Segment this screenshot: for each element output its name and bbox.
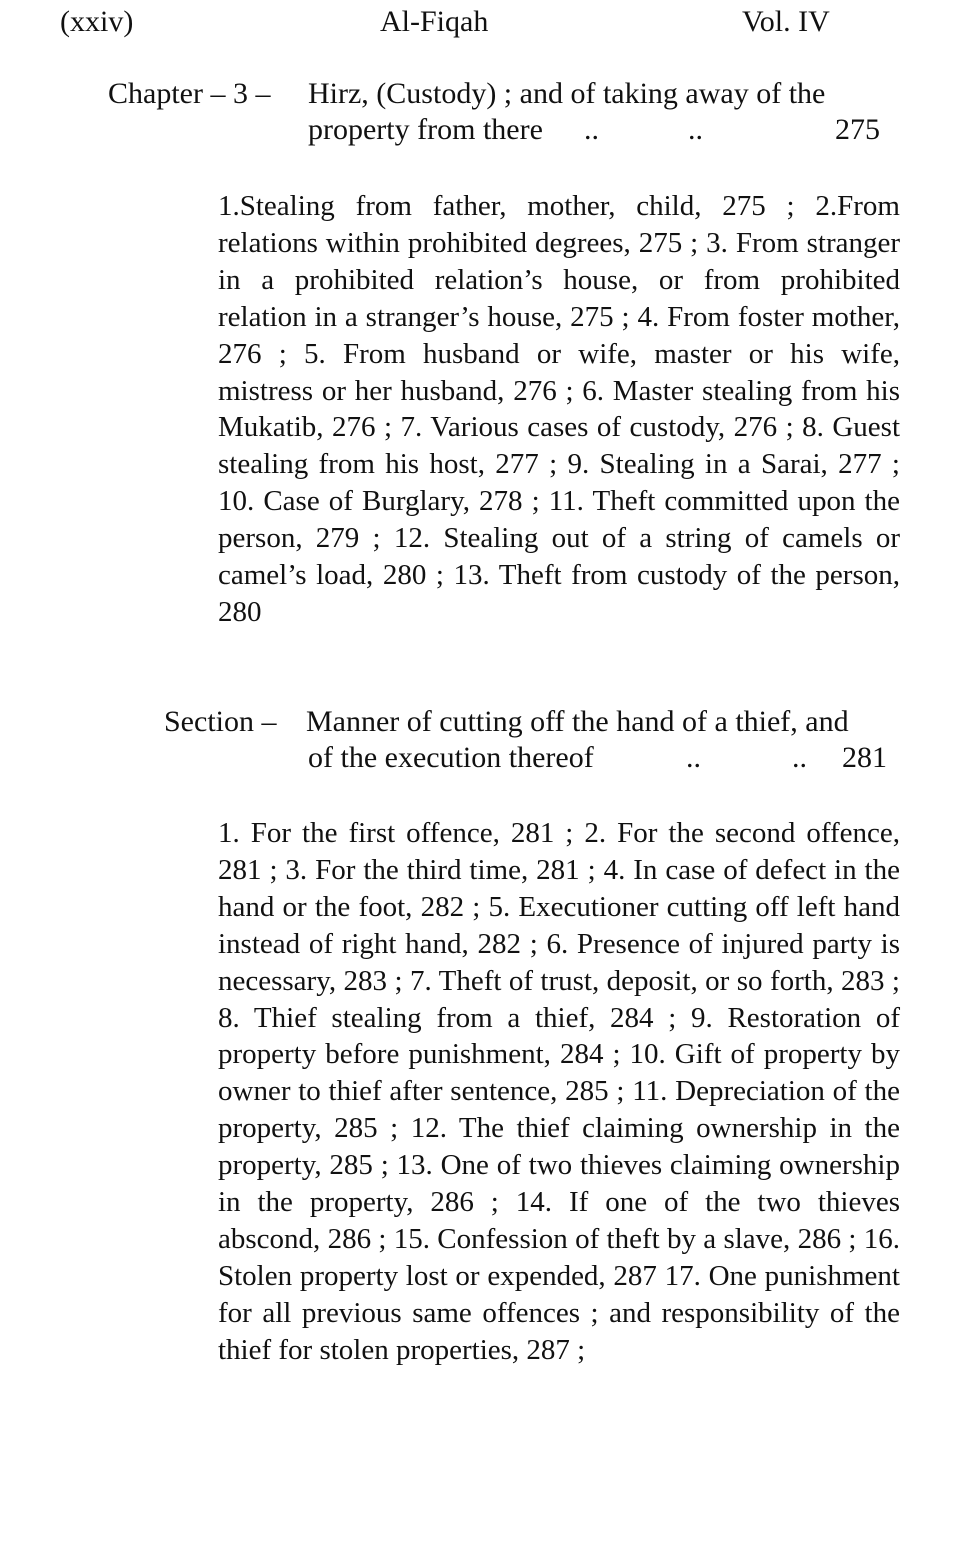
section-page-number: 281	[842, 741, 887, 774]
section-title-line-2: of the execution thereof	[308, 741, 594, 774]
chapter-entries: 1.Stealing from father, mother, child, 275 ; 2.From relations within prohibited degrees, 275 ; 3. From stranger in a prohibited relation’s house, or from prohibited relation in a stranger’s house, 275 ; 4. From foster mother, 276 ; 5. From husband or wife, master or his wife, mistress or her husband, 276 ; 6. Master stealing from his Mukatib, 276 ; 7. Various cases of custody, 276 ; 8. Guest stealing from his host, 277 ; 9. Stealing in a Sarai, 277 ; 10. Case of Burglary, 278 ; 11. Theft committed upon the person, 279 ; 12. Stealing out of a string of camels or camel’s load, 280 ; 13. Theft from custody of the person, 280	[218, 190, 900, 628]
chapter-title-line-1: Hirz, (Custody) ; and of taking away of the	[308, 77, 826, 110]
volume-label: Vol. IV	[742, 5, 830, 38]
chapter-title-line-2: property from there	[308, 113, 543, 146]
chapter-page-number: 275	[835, 113, 880, 146]
section-label: Section –	[164, 705, 277, 738]
book-title: Al-Fiqah	[380, 5, 489, 38]
chapter-heading	[108, 76, 900, 156]
section-heading	[164, 704, 900, 784]
chapter-label: Chapter – 3 –	[108, 77, 271, 110]
section-title-line-1: Manner of cutting off the hand of a thief, and	[306, 705, 849, 738]
chapter-leader-dots-2: ..	[688, 113, 703, 146]
section-leader-dots-1: ..	[686, 741, 701, 774]
chapter-leader-dots-1: ..	[584, 113, 599, 146]
page-number-roman: (xxiv)	[60, 5, 134, 38]
page-header	[0, 0, 960, 50]
section-entries: 1. For the first offence, 281 ; 2. For the second offence, 281 ; 3. For the third time, 281 ; 4. In case of defect in the hand or the foot, 282 ; 5. Executioner cutting off left hand instead of right hand, 282 ; 6. Presence of injured party is necessary, 283 ; 7. Theft of trust, deposit, or so forth, 283 ; 8. Thief stealing from a thief, 284 ; 9. Restoration of property before punishment, 284 ; 10. Gift of property by owner to thief after sentence, 285 ; 11. Depreciation of the property, 285 ; 12. The thief claiming ownership in the property, 285 ; 13. One of two thieves claiming ownership in the property, 286 ; 14. If one of the two thieves abscond, 286 ; 15. Confession of theft by a slave, 286 ; 16. Stolen property lost or expended, 287 17. One punishment for all previous same offences ; and responsibility of the thief for stolen properties, 287 ;	[218, 817, 900, 1366]
section-leader-dots-2: ..	[792, 741, 807, 774]
